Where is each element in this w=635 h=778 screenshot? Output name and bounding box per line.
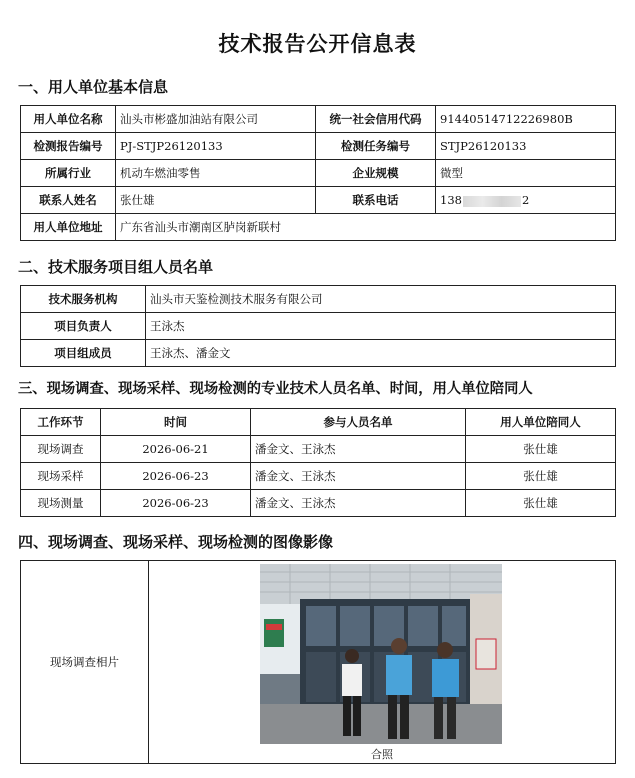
section3-heading: 三、现场调查、现场采样、现场检测的专业技术人员名单、时间，用人单位陪同人 [18,381,533,397]
task-number: STJP26120133 [436,133,616,160]
page-title: 技术报告公开信息表 [218,32,417,56]
company-name: 汕头市彬盛加油站有限公司 [116,106,316,133]
header-work-stage: 工作环节 [21,409,101,436]
work-date: 2026-06-23 [101,463,251,490]
contact-phone [436,187,616,214]
participants: 潘金文、王泳杰 [251,490,466,517]
phone-prefix: 138 [440,193,462,207]
phone-redaction [463,196,521,207]
participants: 潘金文、王泳杰 [251,436,466,463]
contact-name: 张仕雄 [116,187,316,214]
label-credit-code: 统一社会信用代码 [316,106,436,133]
credit-code: 91440514712226980B [436,106,616,133]
label-task-number: 检测任务编号 [316,133,436,160]
label-company-size: 企业规模 [316,160,436,187]
label-report-number: 检测报告编号 [21,133,116,160]
company-address: 广东省汕头市潮南区胪岗新联村 [116,214,616,241]
work-date: 2026-06-23 [101,490,251,517]
photo-cell [149,561,616,764]
group-photo [260,564,502,744]
photo-caption: 合照 [371,748,393,761]
participants: 潘金文、王泳杰 [251,463,466,490]
work-stage: 现场测量 [21,490,101,517]
project-lead: 王泳杰 [146,313,616,340]
section2-heading: 二、技术服务项目组人员名单 [18,258,214,276]
accompanying-person: 张仕雄 [466,436,616,463]
team-table [20,285,616,367]
header-participants: 参与人员名单 [251,409,466,436]
header-accompanying: 用人单位陪同人 [466,409,616,436]
table-row [21,436,616,463]
basic-info-table [20,105,616,241]
work-stage: 现场采样 [21,463,101,490]
label-contact-name: 联系人姓名 [21,187,116,214]
table-row [21,463,616,490]
fieldwork-table [20,408,616,517]
accompanying-person: 张仕雄 [466,490,616,517]
label-company-name: 用人单位名称 [21,106,116,133]
accompanying-person: 张仕雄 [466,463,616,490]
photo-label: 现场调查相片 [21,561,149,764]
phone-suffix: 2 [521,193,530,207]
section1-heading: 一、用人单位基本信息 [18,78,169,96]
label-team-members: 项目组成员 [21,340,146,367]
table-row [21,490,616,517]
section4-heading: 四、现场调查、现场采样、现场检测的图像影像 [18,533,334,551]
service-org: 汕头市天鉴检测技术服务有限公司 [146,286,616,313]
label-project-lead: 项目负责人 [21,313,146,340]
company-size: 微型 [436,160,616,187]
work-date: 2026-06-21 [101,436,251,463]
photo-table [20,560,616,764]
label-contact-phone: 联系电话 [316,187,436,214]
work-stage: 现场调查 [21,436,101,463]
label-service-org: 技术服务机构 [21,286,146,313]
team-members: 王泳杰、潘金文 [146,340,616,367]
label-company-address: 用人单位地址 [21,214,116,241]
label-industry: 所属行业 [21,160,116,187]
header-time: 时间 [101,409,251,436]
report-number: PJ-STJP26120133 [116,133,316,160]
industry: 机动车燃油零售 [116,160,316,187]
